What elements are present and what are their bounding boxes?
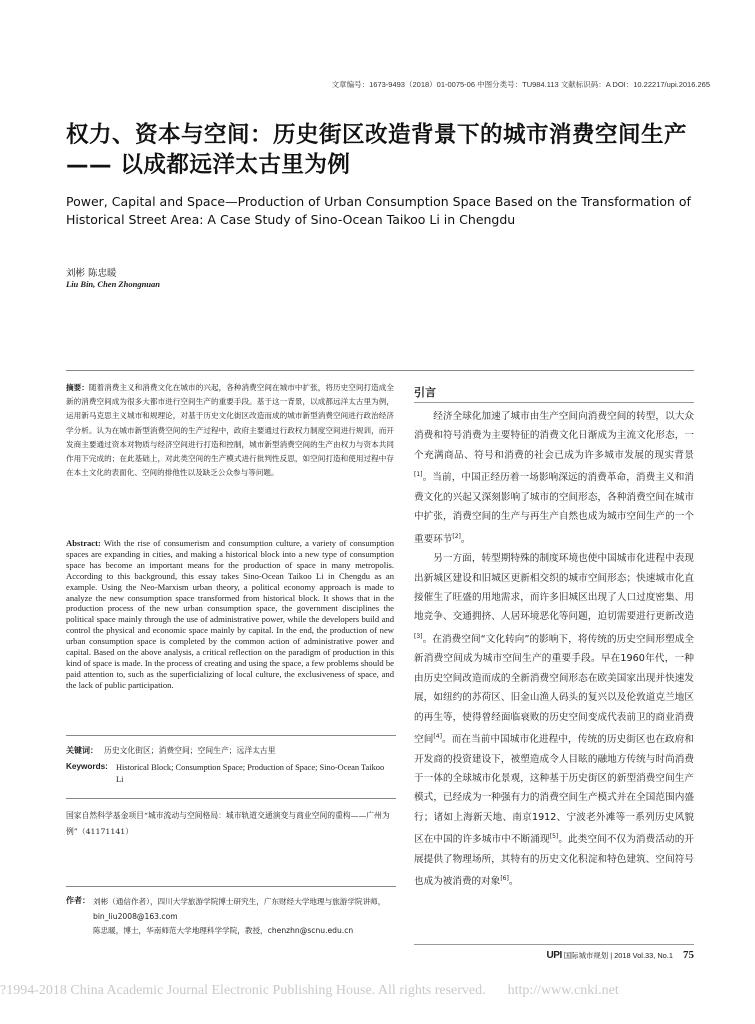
journal-logo: UPI	[546, 950, 562, 961]
citation: [5]	[549, 833, 559, 841]
title-chinese: 权力、资本与空间：历史街区改造背景下的城市消费空间生产 —— 以成都远洋太古里为例	[66, 122, 688, 178]
journal-name: 国际城市规划	[563, 951, 609, 960]
citation: [1]	[414, 471, 423, 479]
author-info-label: 作者：	[66, 896, 90, 905]
author-info-line1: 刘彬（通信作者），四川大学旅游学院博士研究生，广东财经大学地理与旅游学院讲师，bin_liu2008@163.com	[93, 897, 386, 921]
journal-issue: 2018 Vol.33, No.1	[614, 951, 673, 960]
para-text: 。	[460, 533, 471, 545]
keywords-en-label: Keywords:	[66, 762, 108, 771]
copyright-url[interactable]: http://www.cnki.net	[507, 983, 619, 998]
abstract-cn-text: 随着消费主义和消费文化在城市的兴起，各种消费空间在城市中扩张，将历史空间打造成全新的消费空间成为很多大都市进行空间生产的重要手段。基于这一背景，以成都远洋太古里为例，运用新马克思主义城市和规理论，对基于历史文化街区改造而成的城市新型消费空间进行政治经济学分析。认为在城市新型消费空间的生产过程中，政府主要通过行政权力制度空间进行规训，而开发商主要通过资本对物质与经济空间进行打造和控制，城市新型消费空间的生产由权力与资本共同作用下完成的；在此基础上，对此类空间的生产模式进行批判性反思，如空间打造和使用过程中存在本土文化的表面化、空间的排他性以及缺乏公众参与等问题。	[66, 383, 394, 478]
copyright-watermark	[0, 983, 755, 999]
citation: [6]	[500, 875, 509, 883]
abstract-chinese	[66, 381, 394, 480]
divider-top	[66, 370, 694, 371]
abstract-en-label: Abstract:	[66, 538, 101, 548]
copyright-text: ?1994-2018 China Academic Journal Electronic Publishing House. All rights reserved.	[0, 983, 486, 998]
page-footer: UPI 国际城市规划 | 2018 Vol.33, No.1 75	[546, 949, 694, 961]
article-meta: 文章编号：1673-9493（2018）01-0075-06 中图分类号：TU984.113 文献标识码：A DOI：10.22217/upi.2016.265	[331, 80, 710, 89]
keywords-en-text: Historical Block; Consumption Space; Production of Space; Sino-Ocean Taikoo Li	[116, 763, 385, 784]
keywords-cn-text: 历史文化街区；消费空间；空间生产；远洋太古里	[104, 746, 276, 755]
citation: [3]	[414, 632, 423, 640]
body-paragraph	[414, 407, 694, 549]
citation: [2]	[452, 532, 461, 540]
divider-fund	[66, 798, 396, 799]
divider-author	[66, 886, 396, 887]
author-info	[93, 895, 395, 939]
para-text: 经济全球化加速了城市由生产空间向消费空间的转型，以大众消费和符号消费为主要特征的消费文化日渐成为主流文化形态，一个充满商品、符号和消费的社会已成为许多城市发展的现实背景	[414, 411, 694, 461]
page-number: 75	[683, 949, 694, 961]
fund-note: 国家自然科学基金项目“城市流动与空间格局：城市轨道交通演变与商业空间的重构——广州为例”（41171141）	[66, 811, 390, 836]
para-text: 。而在当前中国城市化进程中，传统的历史街区也在政府和开发商的投资建设下，被塑造成令人目眩的融地方传统与时尚消费于一体的全球城市化景观，这种基于历史街区的新型消费空间生产模式，已经成为一种强有力的消费空间生产模式并在全国范围内盛行；诸如上海新天地、南京1912、宁波老外滩等一系列历史风貌区在中国的许多城市中不断涌现	[414, 734, 695, 846]
para-text: 。当前，中国正经历着一场影响深远的消费革命，消费主义和消费文化的兴起又深刻影响了城市的空间形态，各种消费空间在城市中扩张，消费空间的生产与再生产自然也成为城市空间生产的一个重要环节	[414, 472, 694, 545]
body-paragraph	[414, 549, 694, 892]
authors-chinese: 刘彬 陈忠暖	[66, 268, 117, 279]
body-text	[414, 407, 694, 892]
para-text: 另一方面，转型期特殊的制度环境也使中国城市化进程中表现出新城区建设和旧城区更新相交织的城市空间形态；快速城市化直接催生了旺盛的用地需求，而许多旧城区出现了人口过度密集、用地竞争、交通拥挤、人居环境恶化等问题，迫切需要进行更新改造	[414, 553, 694, 623]
keywords-cn-label: 关键词：	[66, 746, 98, 755]
divider-keywords	[66, 735, 396, 736]
citation: [4]	[433, 733, 442, 741]
title-english: Power, Capital and Space—Production of Urban Consumption Space Based on the Transformation of Historical Street Area: A Case Study of Sino-Ocean Taikoo Li in Chengdu	[66, 194, 691, 227]
abstract-en-text: With the rise of consumerism and consumption culture, a variety of consumption spaces are expanding in cities, and making a historical block into a new type of consumption space has become an important means for the production of space in many metropolis. According to this background, this essay takes Sino-Ocean Taikoo Li in Chengdu as an example. Using the Neo-Marxism urban theory, a political economy approach is made to analyze the new consumption space transformed from historical block. It shows that in the production process of the new urban consumption space, the government disciplines the political space mainly through the use of administrative power, while the developers build and control the physical and economic space mainly by capital. In the end, the production of new urban consumption space is completed by the common action of administrative power and capital. Based on the above analysis, a critical reflection on the paradigm of production in this kind of space is made. In the process of creating and using the space, a few problems should be paid attention to, such as the superficializing of local culture, the exclusiveness of space, and the lack of public participation.	[66, 538, 394, 690]
para-text: 。	[508, 876, 519, 888]
section-heading: 引言	[414, 386, 436, 399]
abstract-english	[66, 538, 394, 691]
footer-rule	[414, 944, 694, 945]
para-text: 。在消费空间“文化转向”的影响下，将传统的历史空间形塑成全新消费空间成为城市空间生产的重要手段。早在1960年代，一种由历史空间改造而成的全新消费空间形态在欧美国家出现并快速发展，如纽约的苏荷区、旧金山渔人码头的复兴以及伦敦道克兰地区的再生等，使得曾经面临衰败的历史空间变成代表前卫的商业消费空间	[414, 634, 694, 746]
authors-english: Liu Bin, Chen Zhongnuan	[66, 279, 161, 289]
abstract-cn-label: 摘要：	[66, 383, 89, 392]
author-info-line2: 陈忠暖，博士，华南师范大学地理科学学院，教授，chenzhn@scnu.edu.cn	[93, 926, 354, 935]
section-rule	[414, 402, 694, 403]
para-text: 。此类空间不仅为消费活动的开展提供了物理场所，其特有的历史文化积淀和特色建筑、空间符号也成为被消费的对象	[414, 834, 694, 888]
